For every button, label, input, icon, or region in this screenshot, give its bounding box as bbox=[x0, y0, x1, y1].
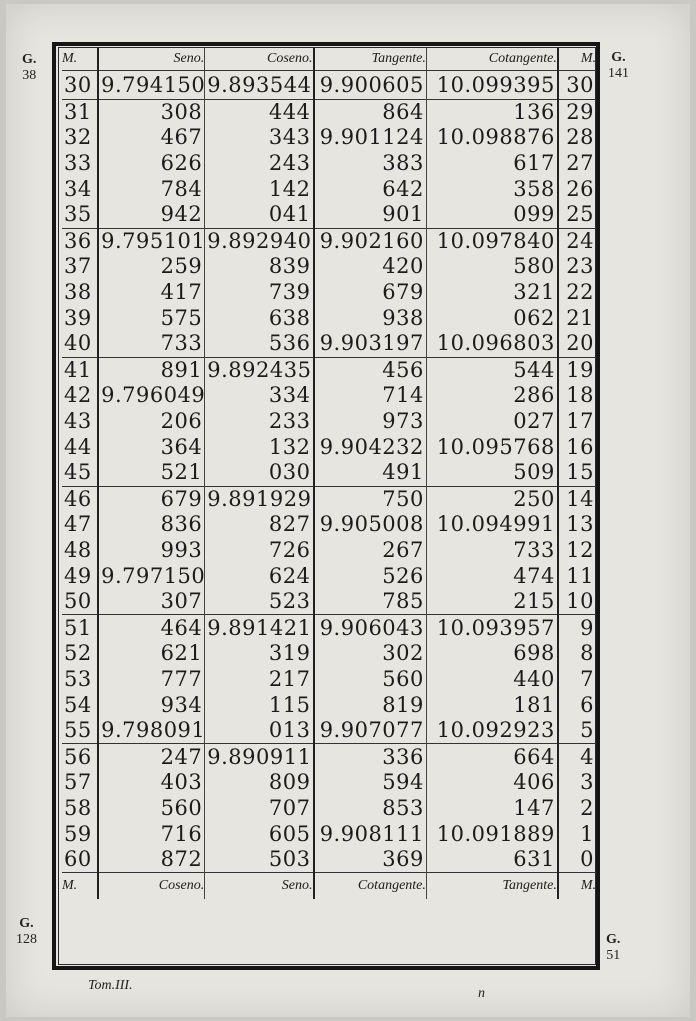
cell-coseno: 624 bbox=[205, 563, 314, 589]
cell-cotangente: 027 bbox=[426, 409, 557, 435]
cell-coseno: 839 bbox=[205, 254, 314, 280]
cell-tangente: 9.907077 bbox=[314, 718, 427, 744]
cell-seno: 206 bbox=[98, 409, 205, 435]
cell-minutes-left: 54 bbox=[62, 692, 98, 718]
margin-degree-bottom-left bbox=[16, 916, 37, 948]
cell-minutes-right: 11 bbox=[566, 563, 594, 588]
table-row bbox=[62, 305, 596, 331]
cell-minutes-right: 6 bbox=[580, 692, 594, 717]
cell-tangente: 750 bbox=[314, 486, 427, 512]
table-row bbox=[62, 202, 596, 228]
cell-minutes-left: 47 bbox=[62, 512, 98, 538]
margin-degree-top-left bbox=[22, 52, 36, 84]
table-row bbox=[62, 796, 596, 822]
cell-cotangente: 10.099395 bbox=[426, 71, 557, 100]
cell-coseno: 9.892435 bbox=[205, 357, 314, 383]
cell-seno: 9.794150 bbox=[98, 71, 205, 100]
cell-cotangente: 698 bbox=[426, 641, 557, 667]
table-row bbox=[62, 383, 596, 409]
table-row bbox=[62, 667, 596, 693]
cell-minutes-right: 27 bbox=[566, 151, 594, 176]
cell-coseno: 536 bbox=[205, 331, 314, 357]
cell-cotangente: 631 bbox=[426, 847, 557, 873]
cell-seno: 784 bbox=[98, 176, 205, 202]
cell-coseno: 809 bbox=[205, 770, 314, 796]
header-cotangente: Cotangente. bbox=[426, 48, 557, 71]
cell-tangente: 973 bbox=[314, 409, 427, 435]
cell-seno: 259 bbox=[98, 254, 205, 280]
table-row bbox=[62, 125, 596, 151]
cell-minutes-right: 29 bbox=[558, 99, 596, 125]
cell-coseno: 013 bbox=[205, 718, 314, 744]
cell-coseno: 707 bbox=[205, 796, 314, 822]
cell-minutes-left: 40 bbox=[62, 331, 98, 357]
cell-seno: 626 bbox=[98, 151, 205, 177]
footer-tangente: Tangente. bbox=[426, 873, 557, 900]
cell-seno: 308 bbox=[98, 99, 205, 125]
cell-minutes-right: 9 bbox=[558, 615, 596, 641]
cell-cotangente: 136 bbox=[426, 99, 557, 125]
cell-cotangente: 10.097840 bbox=[426, 228, 557, 254]
cell-minutes-left: 60 bbox=[62, 847, 98, 873]
cell-cotangente: 358 bbox=[426, 176, 557, 202]
cell-tangente: 9.905008 bbox=[314, 512, 427, 538]
degree-label: G. bbox=[611, 50, 626, 65]
footer-minutes-left: M. bbox=[62, 873, 98, 900]
cell-minutes-left: 31 bbox=[62, 99, 98, 125]
cell-coseno: 334 bbox=[205, 383, 314, 409]
cell-minutes-right: 19 bbox=[558, 357, 596, 383]
cell-minutes-right: 28 bbox=[566, 125, 594, 150]
cell-minutes-left: 36 bbox=[62, 228, 98, 254]
cell-tangente: 9.902160 bbox=[314, 228, 427, 254]
cell-cotangente: 544 bbox=[426, 357, 557, 383]
cell-seno: 247 bbox=[98, 744, 205, 770]
cell-seno: 403 bbox=[98, 770, 205, 796]
table-row bbox=[62, 538, 596, 564]
cell-minutes-left: 37 bbox=[62, 254, 98, 280]
cell-cotangente: 286 bbox=[426, 383, 557, 409]
cell-cotangente: 181 bbox=[426, 692, 557, 718]
cell-tangente: 302 bbox=[314, 641, 427, 667]
cell-coseno: 343 bbox=[205, 125, 314, 151]
cell-seno: 9.797150 bbox=[98, 563, 205, 589]
cell-seno: 560 bbox=[98, 796, 205, 822]
cell-tangente: 491 bbox=[314, 460, 427, 486]
cell-coseno: 9.891929 bbox=[205, 486, 314, 512]
cell-minutes-left: 50 bbox=[62, 589, 98, 615]
cell-seno: 942 bbox=[98, 202, 205, 228]
cell-coseno: 638 bbox=[205, 305, 314, 331]
table-row bbox=[62, 71, 596, 100]
cell-coseno: 319 bbox=[205, 641, 314, 667]
cell-minutes-right: 26 bbox=[566, 176, 594, 201]
cell-tangente: 9.900605 bbox=[314, 71, 427, 100]
table-body bbox=[62, 71, 596, 873]
footer-minutes-right: M. bbox=[558, 873, 596, 900]
cell-tangente: 526 bbox=[314, 563, 427, 589]
cell-minutes-left: 34 bbox=[62, 176, 98, 202]
cell-tangente: 267 bbox=[314, 538, 427, 564]
table-row bbox=[62, 744, 596, 770]
cell-minutes-left: 32 bbox=[62, 125, 98, 151]
cell-minutes-left: 58 bbox=[62, 796, 98, 822]
cell-minutes-right: 15 bbox=[566, 460, 594, 485]
cell-coseno: 523 bbox=[205, 589, 314, 615]
cell-tangente: 901 bbox=[314, 202, 427, 228]
table-row bbox=[62, 331, 596, 357]
cell-seno: 9.795101 bbox=[98, 228, 205, 254]
table-row bbox=[62, 821, 596, 847]
cell-minutes-left: 42 bbox=[62, 383, 98, 409]
cell-seno: 521 bbox=[98, 460, 205, 486]
cell-minutes-right: 16 bbox=[566, 434, 594, 459]
table-row bbox=[62, 357, 596, 383]
cell-tangente: 9.906043 bbox=[314, 615, 427, 641]
cell-minutes-right: 0 bbox=[580, 847, 594, 872]
cell-minutes-left: 59 bbox=[62, 821, 98, 847]
cell-cotangente: 10.094991 bbox=[426, 512, 557, 538]
cell-tangente: 679 bbox=[314, 280, 427, 306]
cell-cotangente: 406 bbox=[426, 770, 557, 796]
cell-seno: 836 bbox=[98, 512, 205, 538]
cell-tangente: 9.904232 bbox=[314, 434, 427, 460]
degree-value: 38 bbox=[22, 68, 37, 83]
cell-tangente: 714 bbox=[314, 383, 427, 409]
cell-tangente: 853 bbox=[314, 796, 427, 822]
cell-cotangente: 440 bbox=[426, 667, 557, 693]
cell-minutes-left: 38 bbox=[62, 280, 98, 306]
header-seno: Seno. bbox=[98, 48, 205, 71]
cell-seno: 575 bbox=[98, 305, 205, 331]
cell-minutes-right: 7 bbox=[580, 666, 594, 691]
cell-minutes-left: 30 bbox=[62, 71, 98, 100]
cell-minutes-right: 17 bbox=[566, 409, 594, 434]
cell-coseno: 9.892940 bbox=[205, 228, 314, 254]
cell-coseno: 132 bbox=[205, 434, 314, 460]
cell-minutes-right: 21 bbox=[566, 305, 594, 330]
cell-cotangente: 062 bbox=[426, 305, 557, 331]
cell-cotangente: 10.096803 bbox=[426, 331, 557, 357]
cell-minutes-right: 25 bbox=[566, 202, 594, 227]
signature-mark: n bbox=[478, 986, 485, 1001]
table-row bbox=[62, 692, 596, 718]
cell-minutes-right: 3 bbox=[580, 770, 594, 795]
cell-minutes-left: 56 bbox=[62, 744, 98, 770]
margin-degree-top-right bbox=[608, 50, 629, 82]
degree-value: 141 bbox=[608, 66, 629, 81]
header-tangente: Tangente. bbox=[314, 48, 427, 71]
log-trig-table bbox=[62, 48, 596, 899]
footer-coseno: Coseno. bbox=[98, 873, 205, 900]
cell-cotangente: 321 bbox=[426, 280, 557, 306]
cell-minutes-left: 46 bbox=[62, 486, 98, 512]
cell-seno: 934 bbox=[98, 692, 205, 718]
cell-minutes-right: 14 bbox=[558, 486, 596, 512]
cell-cotangente: 10.091889 bbox=[426, 821, 557, 847]
cell-minutes-right: 20 bbox=[566, 331, 594, 356]
cell-minutes-right: 4 bbox=[558, 744, 596, 770]
cell-tangente: 9.908111 bbox=[314, 821, 427, 847]
cell-seno: 993 bbox=[98, 538, 205, 564]
cell-tangente: 642 bbox=[314, 176, 427, 202]
cell-coseno: 9.893544 bbox=[205, 71, 314, 100]
table-row bbox=[62, 847, 596, 873]
table-row bbox=[62, 589, 596, 615]
table-row bbox=[62, 641, 596, 667]
header-minutes-left: M. bbox=[62, 48, 98, 71]
cell-tangente: 594 bbox=[314, 770, 427, 796]
table-row bbox=[62, 176, 596, 202]
table-row bbox=[62, 434, 596, 460]
cell-minutes-right: 10 bbox=[566, 589, 594, 614]
cell-minutes-left: 43 bbox=[62, 409, 98, 435]
cell-minutes-left: 35 bbox=[62, 202, 98, 228]
cell-coseno: 233 bbox=[205, 409, 314, 435]
cell-seno: 417 bbox=[98, 280, 205, 306]
table-row bbox=[62, 228, 596, 254]
cell-coseno: 444 bbox=[205, 99, 314, 125]
cell-minutes-right: 1 bbox=[580, 821, 594, 846]
cell-seno: 872 bbox=[98, 847, 205, 873]
cell-tangente: 864 bbox=[314, 99, 427, 125]
cell-coseno: 9.890911 bbox=[205, 744, 314, 770]
cell-seno: 891 bbox=[98, 357, 205, 383]
cell-cotangente: 617 bbox=[426, 151, 557, 177]
cell-tangente: 336 bbox=[314, 744, 427, 770]
table-row bbox=[62, 254, 596, 280]
cell-minutes-left: 52 bbox=[62, 641, 98, 667]
cell-cotangente: 10.092923 bbox=[426, 718, 557, 744]
cell-minutes-right: 24 bbox=[558, 228, 596, 254]
table-row bbox=[62, 770, 596, 796]
cell-cotangente: 474 bbox=[426, 563, 557, 589]
degree-value: 128 bbox=[16, 932, 37, 947]
cell-tangente: 560 bbox=[314, 667, 427, 693]
cell-minutes-left: 33 bbox=[62, 151, 98, 177]
cell-cotangente: 099 bbox=[426, 202, 557, 228]
table-row bbox=[62, 99, 596, 125]
table-row bbox=[62, 718, 596, 744]
volume-label: Tom.III. bbox=[88, 978, 133, 993]
cell-tangente: 420 bbox=[314, 254, 427, 280]
header-minutes-right: M. bbox=[558, 48, 596, 71]
cell-minutes-right: 2 bbox=[580, 795, 594, 820]
cell-minutes-left: 53 bbox=[62, 667, 98, 693]
cell-seno: 364 bbox=[98, 434, 205, 460]
cell-tangente: 9.901124 bbox=[314, 125, 427, 151]
cell-tangente: 785 bbox=[314, 589, 427, 615]
cell-cotangente: 580 bbox=[426, 254, 557, 280]
table-header-row bbox=[62, 48, 596, 71]
cell-minutes-left: 48 bbox=[62, 538, 98, 564]
cell-coseno: 243 bbox=[205, 151, 314, 177]
cell-minutes-right: 13 bbox=[566, 512, 594, 537]
cell-minutes-left: 39 bbox=[62, 305, 98, 331]
cell-minutes-left: 45 bbox=[62, 460, 98, 486]
cell-seno: 464 bbox=[98, 615, 205, 641]
footer-cotangente: Cotangente. bbox=[314, 873, 427, 900]
cell-seno: 777 bbox=[98, 667, 205, 693]
cell-coseno: 739 bbox=[205, 280, 314, 306]
table-row bbox=[62, 512, 596, 538]
table-row bbox=[62, 460, 596, 486]
cell-coseno: 827 bbox=[205, 512, 314, 538]
cell-minutes-right: 5 bbox=[580, 718, 594, 743]
cell-seno: 679 bbox=[98, 486, 205, 512]
cell-coseno: 030 bbox=[205, 460, 314, 486]
cell-minutes-right: 30 bbox=[566, 73, 594, 98]
cell-coseno: 217 bbox=[205, 667, 314, 693]
cell-minutes-right: 8 bbox=[580, 641, 594, 666]
table-row bbox=[62, 615, 596, 641]
cell-minutes-right: 12 bbox=[566, 537, 594, 562]
cell-coseno: 041 bbox=[205, 202, 314, 228]
cell-cotangente: 509 bbox=[426, 460, 557, 486]
cell-minutes-right: 22 bbox=[566, 280, 594, 305]
margin-degree-bottom-right bbox=[606, 932, 620, 964]
cell-coseno: 605 bbox=[205, 821, 314, 847]
cell-cotangente: 10.095768 bbox=[426, 434, 557, 460]
cell-cotangente: 147 bbox=[426, 796, 557, 822]
cell-tangente: 938 bbox=[314, 305, 427, 331]
cell-seno: 716 bbox=[98, 821, 205, 847]
cell-cotangente: 664 bbox=[426, 744, 557, 770]
cell-seno: 9.798091 bbox=[98, 718, 205, 744]
table-row bbox=[62, 151, 596, 177]
cell-minutes-left: 51 bbox=[62, 615, 98, 641]
cell-minutes-left: 49 bbox=[62, 563, 98, 589]
cell-coseno: 9.891421 bbox=[205, 615, 314, 641]
cell-seno: 307 bbox=[98, 589, 205, 615]
header-coseno: Coseno. bbox=[205, 48, 314, 71]
cell-coseno: 142 bbox=[205, 176, 314, 202]
cell-cotangente: 215 bbox=[426, 589, 557, 615]
degree-label: G. bbox=[606, 932, 621, 947]
cell-cotangente: 250 bbox=[426, 486, 557, 512]
cell-minutes-left: 41 bbox=[62, 357, 98, 383]
cell-tangente: 369 bbox=[314, 847, 427, 873]
cell-seno: 9.796049 bbox=[98, 383, 205, 409]
cell-tangente: 9.903197 bbox=[314, 331, 427, 357]
cell-seno: 733 bbox=[98, 331, 205, 357]
table-row bbox=[62, 486, 596, 512]
degree-label: G. bbox=[22, 52, 37, 67]
cell-coseno: 115 bbox=[205, 692, 314, 718]
degree-value: 51 bbox=[606, 948, 621, 963]
cell-minutes-left: 44 bbox=[62, 434, 98, 460]
cell-cotangente: 10.098876 bbox=[426, 125, 557, 151]
cell-minutes-left: 57 bbox=[62, 770, 98, 796]
cell-minutes-left: 55 bbox=[62, 718, 98, 744]
cell-seno: 621 bbox=[98, 641, 205, 667]
cell-cotangente: 10.093957 bbox=[426, 615, 557, 641]
cell-minutes-right: 18 bbox=[566, 383, 594, 408]
cell-tangente: 456 bbox=[314, 357, 427, 383]
cell-coseno: 503 bbox=[205, 847, 314, 873]
table-footer-row bbox=[62, 873, 596, 900]
footer-seno: Seno. bbox=[205, 873, 314, 900]
cell-cotangente: 733 bbox=[426, 538, 557, 564]
cell-minutes-right: 23 bbox=[566, 254, 594, 279]
table-row bbox=[62, 563, 596, 589]
cell-tangente: 819 bbox=[314, 692, 427, 718]
cell-seno: 467 bbox=[98, 125, 205, 151]
cell-tangente: 383 bbox=[314, 151, 427, 177]
degree-label: G. bbox=[19, 916, 34, 931]
table-row bbox=[62, 409, 596, 435]
table-row bbox=[62, 280, 596, 306]
cell-coseno: 726 bbox=[205, 538, 314, 564]
